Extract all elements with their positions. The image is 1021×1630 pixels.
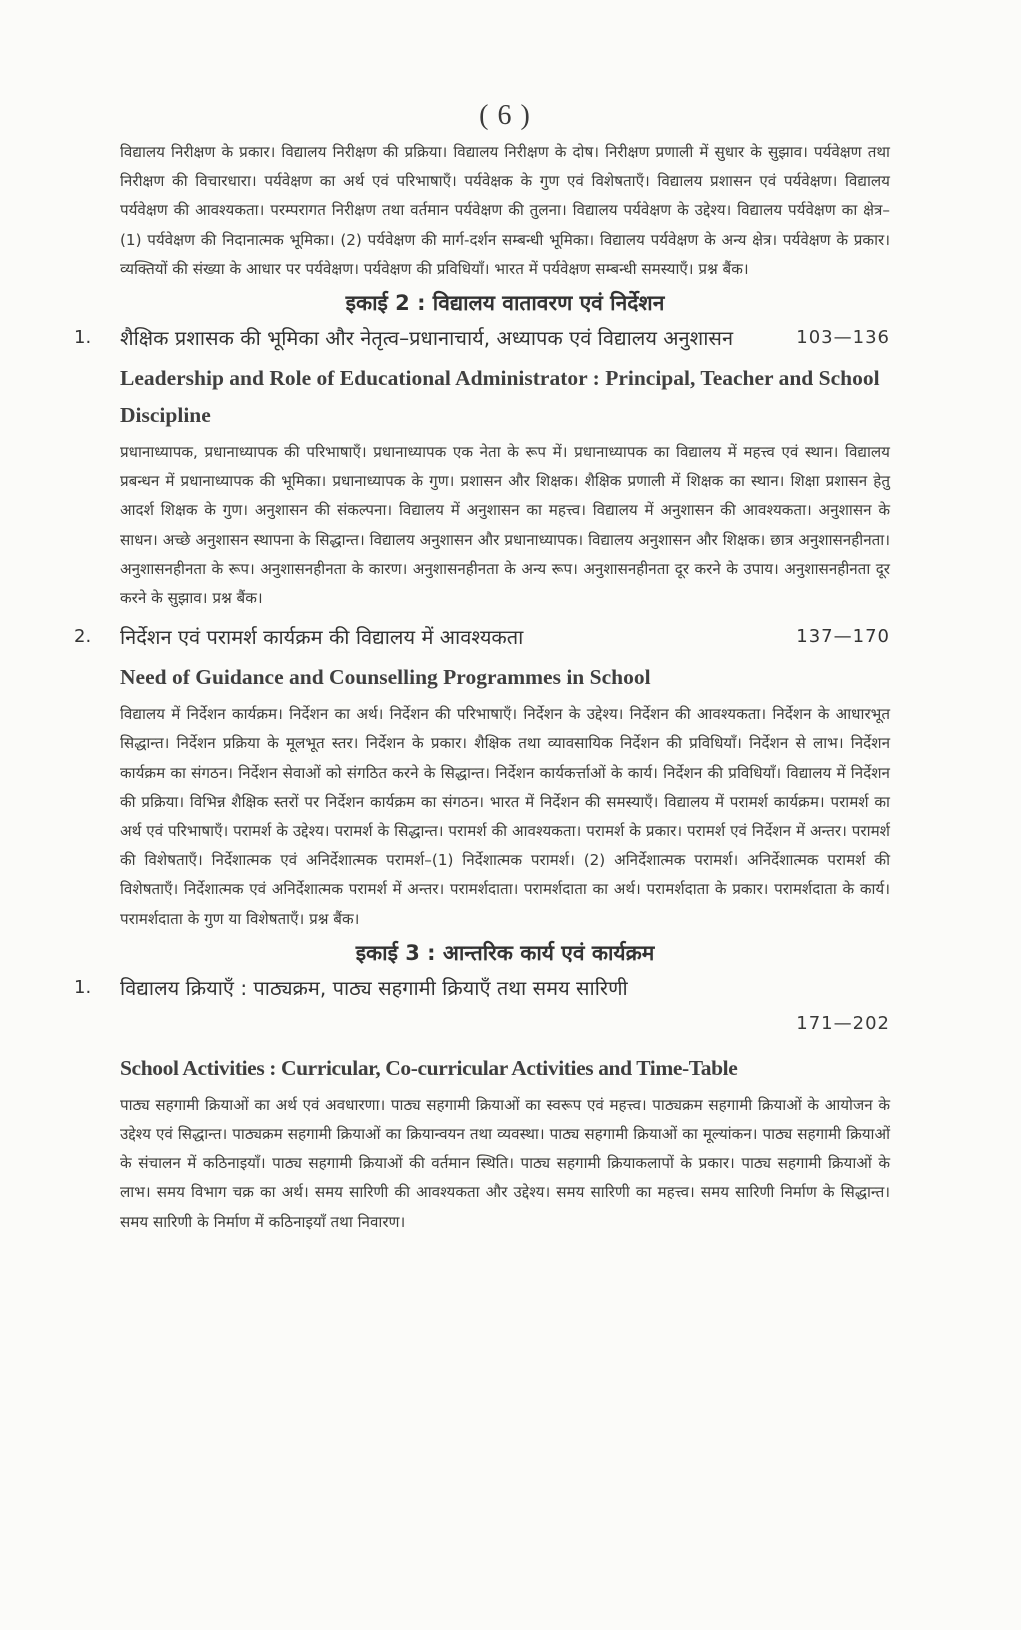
- chapter-title-row: [74, 619, 890, 655]
- chapter-title-hindi: विद्यालय क्रियाएँ : पाठ्यक्रम, पाठ्य सहगामी क्रियाएँ तथा समय सारिणी: [120, 975, 628, 1000]
- chapter-number: 2.: [74, 626, 92, 648]
- chapter-number: 1.: [74, 976, 92, 998]
- chapter-title-hindi: शैक्षिक प्रशासक की भूमिका और नेतृत्व–प्रधानाचार्य, अध्यापक एवं विद्यालय अनुशासन: [120, 326, 734, 351]
- unit-2-section: [74, 288, 890, 934]
- chapter-entry: [74, 320, 890, 613]
- chapter-topics: विद्यालय में निर्देशन कार्यक्रम। निर्देशन का अर्थ। निर्देशन की परिभाषाएँ। निर्देशन के उद्देश्य। निर्देशन की आवश्यकता। निर्देशन के आधारभूत सिद्धान्त। निर्देशन प्रक्रिया के मूलभूत स्तर। निर्देशन के प्रकार। शैक्षिक तथा व्यावसायिक निर्देशन की प्रविधियाँ। निर्देशन से लाभ। निर्देशन कार्यक्रम का संगठन। निर्देशन सेवाओं को संगठित करने के सिद्धान्त। निर्देशन कार्यकर्त्ताओं के कार्य। निर्देशन की प्रविधियाँ। विद्यालय में निर्देशन की प्रक्रिया। विभिन्न शैक्षिक स्तरों पर निर्देशन कार्यक्रम का संगठन। भारत में निर्देशन की समस्याएँ। विद्यालय में परामर्श कार्यक्रम। परामर्श का अर्थ एवं परिभाषाएँ। परामर्श के उद्देश्य। परामर्श के सिद्धान्त। परामर्श की आवश्यकता। परामर्श के प्रकार। परामर्श एवं निर्देशन में अन्तर। परामर्श की विशेषताएँ। निर्देशात्मक एवं अनिर्देशात्मक परामर्श–(1) निर्देशात्मक परामर्श। (2) अनिर्देशात्मक परामर्श। अनिर्देशात्मक परामर्श की विशेषताएँ। निर्देशात्मक एवं अनिर्देशात्मक परामर्श में अन्तर। परामर्शदाता। परामर्शदाता का अर्थ। परामर्शदाता के प्रकार। परामर्शदाता के कार्य। परामर्शदाता के गुण या विशेषताएँ। प्रश्न बैंक।: [120, 705, 890, 928]
- unit-3-section: [74, 938, 890, 1237]
- chapter-page-range: 171—202: [796, 1012, 890, 1034]
- chapter-entry: [74, 970, 890, 1237]
- chapter-page-range: 137—170: [796, 626, 890, 648]
- chapter-title-row: [74, 320, 890, 356]
- unit-heading: इकाई 2 : विद्यालय वातावरण एवं निर्देशन: [345, 291, 665, 316]
- page-number: ( 6 ): [479, 100, 531, 131]
- chapter-title-row: [74, 970, 890, 1006]
- chapter-topics: पाठ्य सहगामी क्रियाओं का अर्थ एवं अवधारणा। पाठ्य सहगामी क्रियाओं का स्वरूप एवं महत्त्व। पाठ्यक्रम सहगामी क्रियाओं के आयोजन के उद्देश्य एवं सिद्धान्त। पाठ्यक्रम सहगामी क्रियाओं का क्रियान्वयन तथा व्यवस्था। पाठ्य सहगामी क्रियाओं का मूल्यांकन। पाठ्य सहगामी क्रियाओं के संचालन में कठिनाइयाँ। पाठ्य सहगामी क्रियाओं की वर्तमान स्थिति। पाठ्य सहगामी क्रियाकलापों के प्रकार। पाठ्य सहगामी क्रियाओं के लाभ। समय विभाग चक्र का अर्थ। समय सारिणी की आवश्यकता और उद्देश्य। समय सारिणी का महत्त्व। समय सारिणी निर्माण के सिद्धान्त। समय सारिणी के निर्माण में कठिनाइयाँ तथा निवारण।: [120, 1095, 890, 1231]
- book-page: [74, 100, 890, 1237]
- unit-heading: इकाई 3 : आन्तरिक कार्य एवं कार्यक्रम: [355, 940, 655, 965]
- chapter-title-english: School Activities : Curricular, Co-curricular Activities and Time-Table: [120, 1055, 738, 1080]
- chapter-entry: [74, 619, 890, 934]
- chapter-topics: प्रधानाध्यापक, प्रधानाध्यापक की परिभाषाएँ। प्रधानाध्यापक एक नेता के रूप में। प्रधानाध्यापक का विद्यालय में महत्त्व एवं स्थान। विद्यालय प्रबन्धन में प्रधानाध्यापक की भूमिका। प्रधानाध्यापक के गुण। प्रशासन और शिक्षक। शैक्षिक प्रणाली में शिक्षक का स्थान। शिक्षा प्रशासन हेतु आदर्श शिक्षक के गुण। अनुशासन की संकल्पना। विद्यालय में अनुशासन का महत्त्व। विद्यालय में अनुशासन की आवश्यकता। अनुशासन के साधन। अच्छे अनुशासन स्थापना के सिद्धान्त। विद्यालय अनुशासन और प्रधानाध्यापक। विद्यालय अनुशासन और शिक्षक। छात्र अनुशासनहीनता। अनुशासनहीनता के रूप। अनुशासनहीनता के कारण। अनुशासनहीनता के अन्य रूप। अनुशासनहीनता दूर करने के उपाय। अनुशासनहीनता दूर करने के सुझाव। प्रश्न बैंक।: [120, 443, 890, 608]
- chapter-number: 1.: [74, 327, 92, 349]
- chapter-title-english: Need of Guidance and Counselling Programmes in School: [120, 665, 651, 690]
- chapter-page-range: 103—136: [796, 327, 890, 349]
- chapter-title-english: Leadership and Role of Educational Administrator : Principal, Teacher and School Discipline: [120, 366, 880, 428]
- chapter-title-hindi: निर्देशन एवं परामर्श कार्यक्रम की विद्यालय में आवश्यकता: [120, 625, 524, 650]
- intro-topics-paragraph: विद्यालय निरीक्षण के प्रकार। विद्यालय निरीक्षण की प्रक्रिया। विद्यालय निरीक्षण के दोष। निरीक्षण प्रणाली में सुधार के सुझाव। पर्यवेक्षण तथा निरीक्षण की विचारधारा। पर्यवेक्षण का अर्थ एवं परिभाषाएँ। पर्यवेक्षक के गुण एवं विशेषताएँ। विद्यालय प्रशासन एवं पर्यवेक्षण। विद्यालय पर्यवेक्षण की आवश्यकता। परम्परागत निरीक्षण तथा वर्तमान पर्यवेक्षण की तुलना। विद्यालय पर्यवेक्षण के उद्देश्य। विद्यालय पर्यवेक्षण का क्षेत्र–(1) पर्यवेक्षण की निदानात्मक भूमिका। (2) पर्यवेक्षण की मार्ग-दर्शन सम्बन्धी भूमिका। विद्यालय पर्यवेक्षण के अन्य क्षेत्र। पर्यवेक्षण के प्रकार। व्यक्तियों की संख्या के आधार पर पर्यवेक्षण। पर्यवेक्षण की प्रविधियाँ। भारत में पर्यवेक्षण सम्बन्धी समस्याएँ। प्रश्न बैंक।: [120, 143, 890, 278]
